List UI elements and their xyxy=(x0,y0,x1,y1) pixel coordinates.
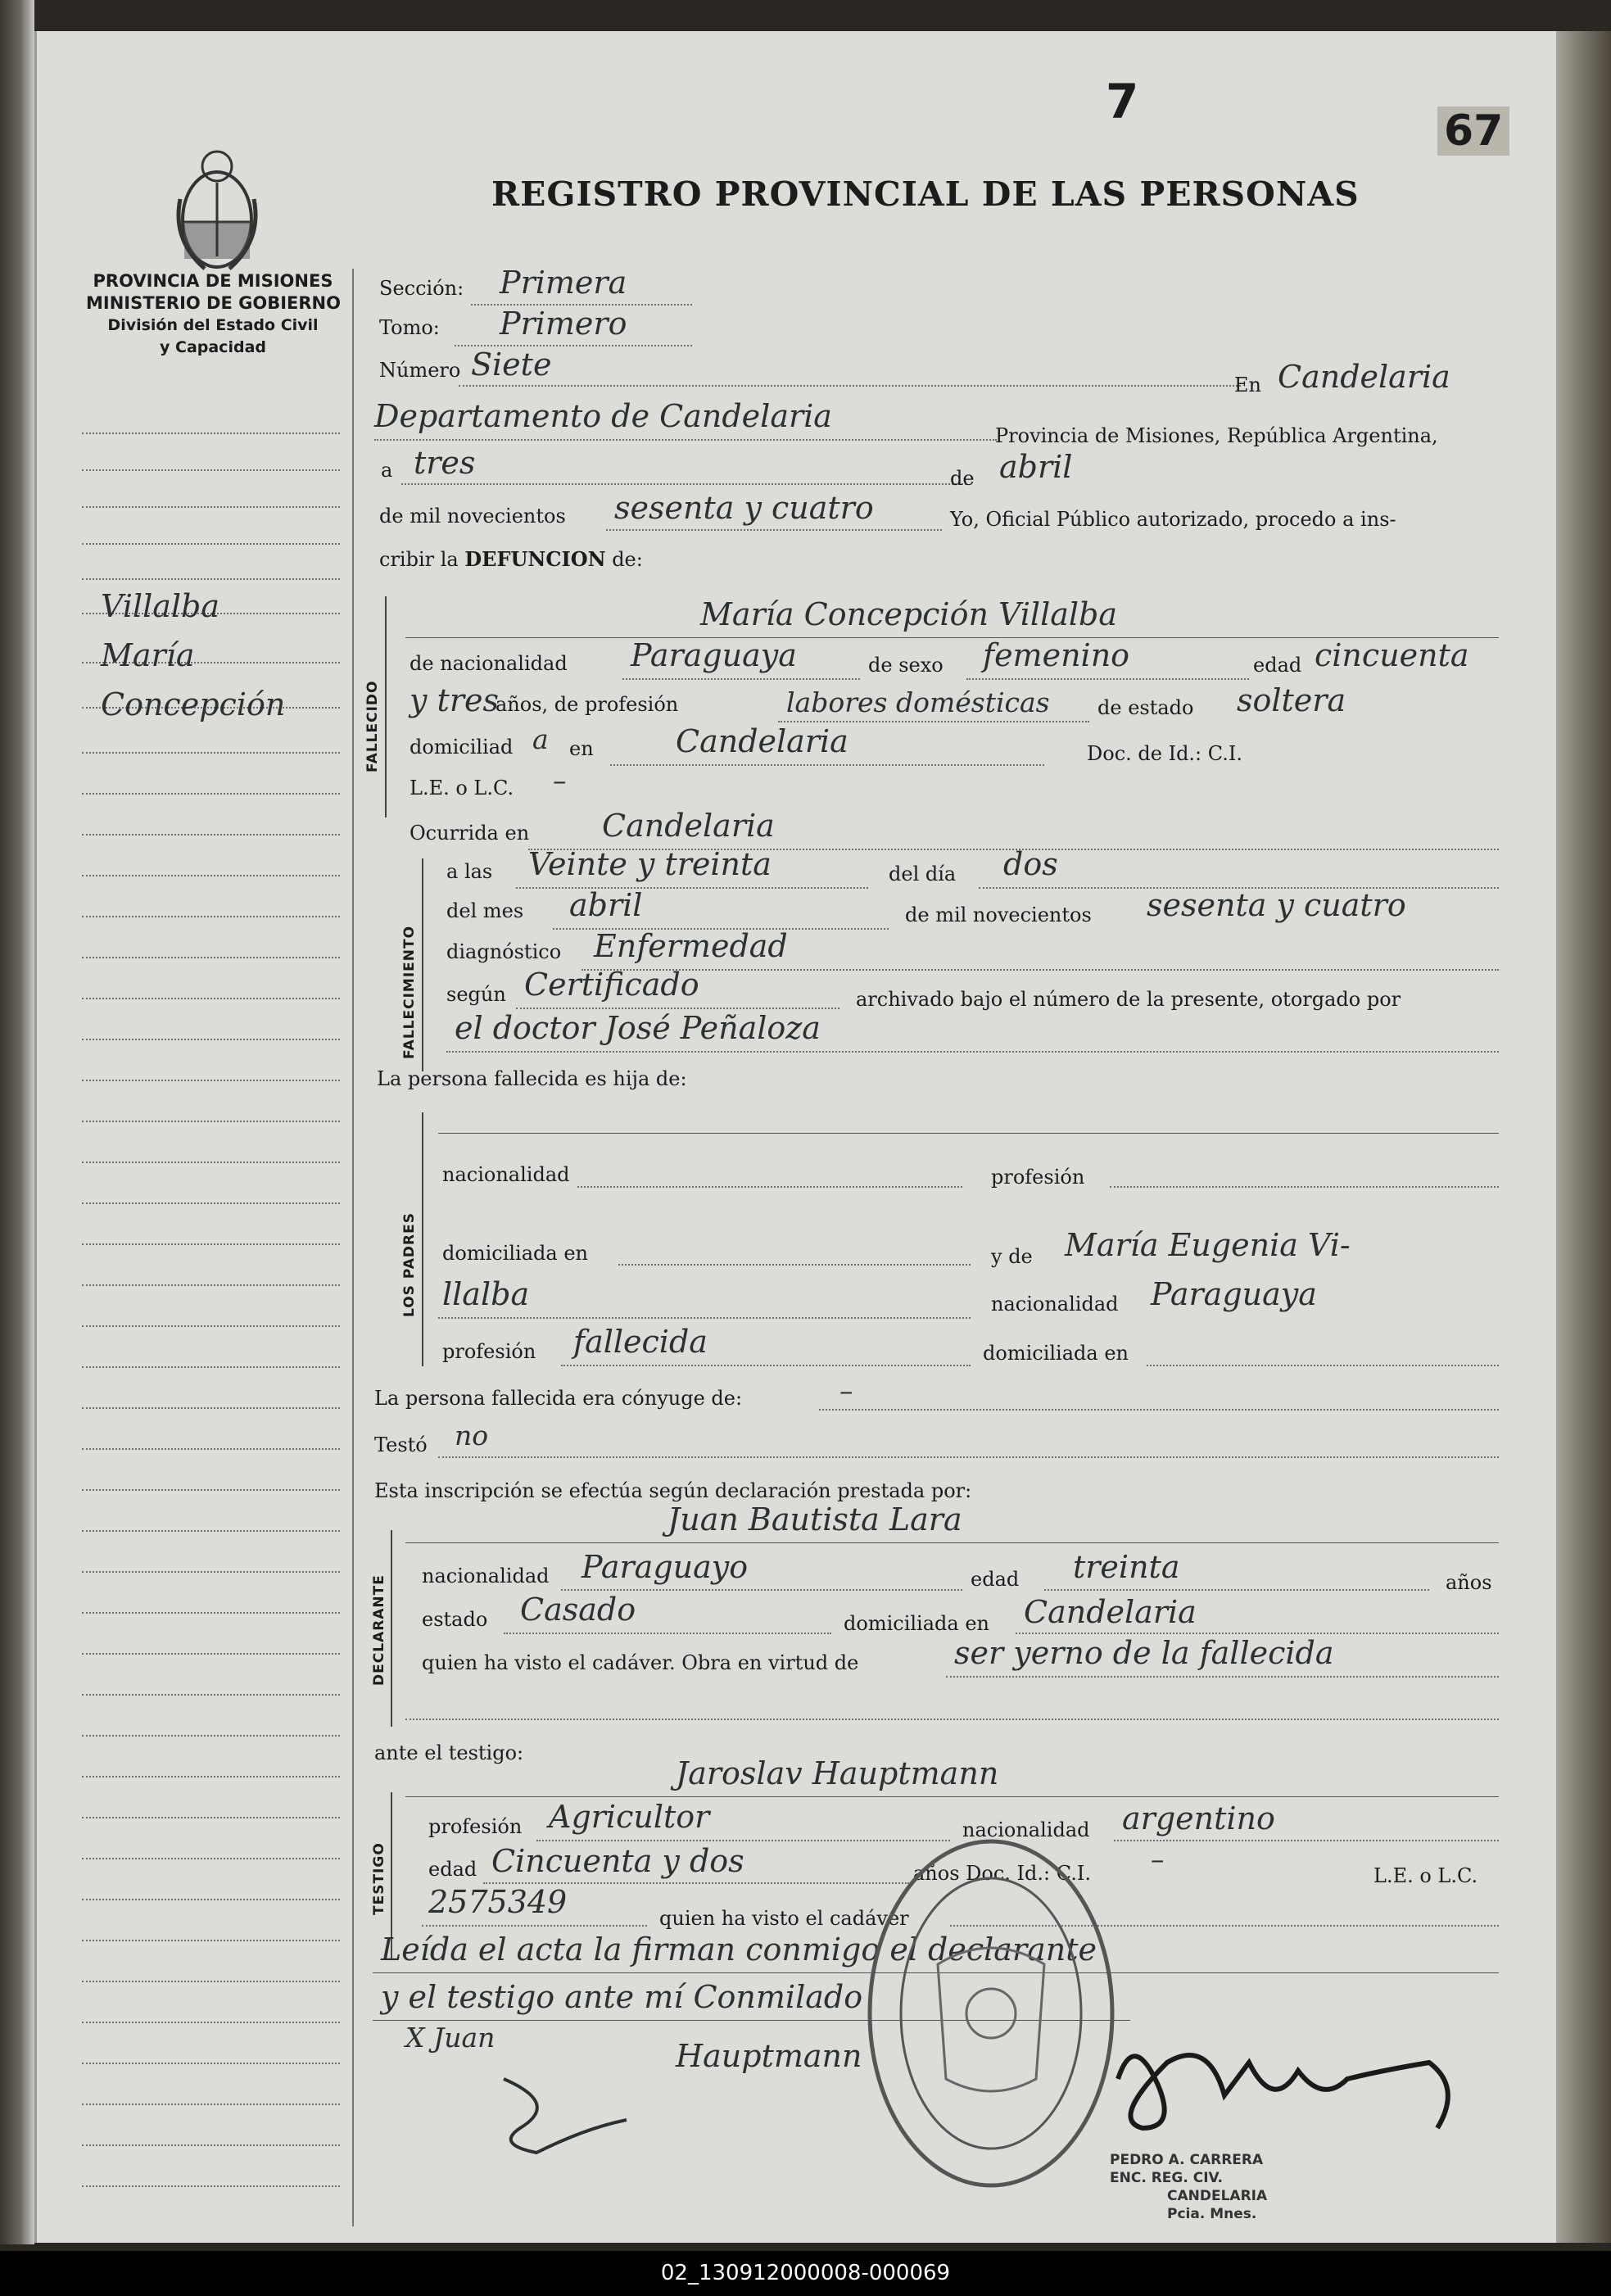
testigo-edad-value: Cincuenta y dos xyxy=(491,1843,744,1879)
declarante-nacionalidad-value: Paraguayo xyxy=(581,1549,749,1585)
nacionalidad-label: de nacionalidad xyxy=(410,652,568,675)
estado-label: de estado xyxy=(1097,696,1194,719)
declarante-edad-label: edad xyxy=(971,1568,1020,1591)
doctor-value: el doctor José Peñaloza xyxy=(455,1010,821,1046)
a-label: a xyxy=(381,459,393,482)
profesion-value: labores domésticas xyxy=(786,686,1050,718)
testigo-visto-label: quien ha visto el cadáver xyxy=(659,1907,909,1930)
hora-label: a las xyxy=(446,860,493,883)
estado-value: soltera xyxy=(1237,682,1346,718)
tomo-label: Tomo: xyxy=(379,316,440,339)
testigo-doc-label: años Doc. Id.: C.I. xyxy=(913,1862,1091,1885)
declarante-estado-value: Casado xyxy=(520,1592,636,1628)
edad-value: cincuenta xyxy=(1315,637,1469,673)
declarante-name-value: Juan Bautista Lara xyxy=(667,1501,962,1537)
domicilio-en-label: en xyxy=(569,737,594,760)
testigo-profesion-label: profesión xyxy=(428,1815,523,1838)
domicilio-label: domiciliad xyxy=(410,736,514,759)
archivado-label: archivado bajo el número de la presente, otorgado por xyxy=(856,988,1401,1011)
section-fallecimiento: FALLECIMIENTO xyxy=(401,925,418,1059)
declarante-domicilio-value: Candelaria xyxy=(1024,1594,1197,1630)
oficial-text: Yo, Oficial Público autorizado, procedo a ins- xyxy=(950,508,1396,531)
margin-note-surname: Villalba xyxy=(101,588,220,624)
declarante-edad-value: treinta xyxy=(1073,1549,1180,1585)
testigo-profesion-value: Agricultor xyxy=(549,1799,710,1835)
demil2-label: de mil novecientos xyxy=(905,903,1092,926)
anio-value: sesenta y cuatro xyxy=(614,490,874,526)
domicilio-value: Candelaria xyxy=(676,723,848,759)
testigo-intro-label: ante el testigo: xyxy=(374,1741,524,1764)
dia-label: del día xyxy=(889,863,957,885)
testigo-signature: Hauptmann xyxy=(676,2038,862,2074)
hora-value: Veinte y treinta xyxy=(528,846,772,882)
declarante-nacionalidad-label: nacionalidad xyxy=(422,1565,550,1587)
departamento-value: Departamento de Candelaria xyxy=(374,398,832,434)
madre-profesion-value: fallecida xyxy=(573,1324,708,1360)
margin-note-given1: María xyxy=(101,637,195,673)
declarante-obra-value: ser yerno de la fallecida xyxy=(954,1635,1334,1671)
stamped-page-number: 67 xyxy=(1437,106,1509,156)
en-label: En xyxy=(1234,374,1261,396)
padre-profesion-label: profesión xyxy=(991,1166,1085,1189)
ocurrida-value: Candelaria xyxy=(602,808,775,844)
domicilio-suffix: a xyxy=(532,723,549,755)
book-edge xyxy=(1554,31,1611,2243)
coat-of-arms-icon xyxy=(172,134,262,277)
section-declarante: DECLARANTE xyxy=(371,1574,387,1686)
tomo-value: Primero xyxy=(500,306,627,342)
madre-value-1: María Eugenia Vi- xyxy=(1065,1227,1351,1263)
diagnostico-value: Enfermedad xyxy=(594,928,788,964)
seccion-label: Sección: xyxy=(379,277,464,300)
numero-label: Número xyxy=(379,359,461,382)
de-mil-label: de mil novecientos xyxy=(379,505,566,528)
image-id-caption: 02_130912000008-000069 xyxy=(0,2251,1611,2296)
testigo-nacionalidad-label: nacionalidad xyxy=(962,1818,1090,1841)
cribir-line: cribir la DEFUNCION de: xyxy=(379,547,643,571)
en-value: Candelaria xyxy=(1278,359,1450,395)
sexo-value: femenino xyxy=(983,637,1130,673)
section-padres: LOS PADRES xyxy=(401,1212,418,1317)
nacionalidad-value: Paraguaya xyxy=(631,637,797,673)
section-fallecido: FALLECIDO xyxy=(364,680,381,772)
madre-domicilio-label: domiciliada en xyxy=(983,1342,1129,1365)
padre-domicilio-label: domiciliada en xyxy=(442,1242,588,1265)
binding-spine xyxy=(0,0,34,2244)
de-label: de xyxy=(950,467,975,490)
segun-label: según xyxy=(446,983,506,1006)
madre-nacionalidad-value: Paraguaya xyxy=(1151,1276,1317,1312)
closing-note-line1: Leída el acta la firman conmigo el declarante xyxy=(381,1931,1097,1968)
edad-label: edad xyxy=(1253,654,1302,677)
page-title: REGISTRO PROVINCIAL DE LAS PERSONAS xyxy=(491,174,1360,214)
madre-nacionalidad-label: nacionalidad xyxy=(991,1293,1119,1316)
anio2-value: sesenta y cuatro xyxy=(1147,887,1406,923)
conyuge-value: – xyxy=(839,1374,853,1406)
declarante-signature: X Juan xyxy=(405,2022,496,2054)
margin-divider xyxy=(352,269,354,2226)
nombre-value: María Concepción Villalba xyxy=(700,596,1118,632)
declarante-visto-label: quien ha visto el cadáver. Obra en virtud de xyxy=(422,1651,859,1674)
madre-value-2: llalba xyxy=(442,1276,530,1312)
padre-nacionalidad-label: nacionalidad xyxy=(442,1163,570,1186)
seccion-value: Primera xyxy=(500,265,627,301)
official-seal-icon xyxy=(864,1833,1118,2194)
mes2-value: abril xyxy=(569,887,643,923)
le-label: L.E. o L.C. xyxy=(410,777,514,799)
document-page xyxy=(34,31,1556,2243)
ocurrida-label: Ocurrida en xyxy=(410,822,530,845)
dia2-value: dos xyxy=(1003,846,1058,882)
inscripcion-label: Esta inscripción se efectúa según declaración prestada por: xyxy=(374,1479,972,1502)
official-stamp: PEDRO A. CARRERA ENC. REG. CIV. CANDELARIA Pcia. Mnes. xyxy=(1110,2152,1268,2222)
section-testigo: TESTIGO xyxy=(371,1842,387,1915)
testo-label: Testó xyxy=(374,1433,428,1456)
folio-number: 7 xyxy=(1106,74,1139,129)
segun-value: Certificado xyxy=(524,967,699,1003)
sexo-label: de sexo xyxy=(868,654,944,677)
declarante-estado-label: estado xyxy=(422,1608,488,1631)
madre-profesion-label: profesión xyxy=(442,1340,536,1363)
numero-value: Siete xyxy=(471,346,552,383)
testigo-name-value: Jaroslav Hauptmann xyxy=(676,1755,999,1791)
testigo-edad-label: edad xyxy=(428,1858,477,1881)
edad2-value: y tres xyxy=(410,682,499,718)
testigo-ci-value: – xyxy=(1151,1843,1165,1875)
testigo-numero-value: 2575349 xyxy=(428,1884,568,1920)
profesion-label: años, de profesión xyxy=(496,693,679,716)
closing-note-line2: y el testigo ante mí Conmilado xyxy=(381,1979,863,2015)
hija-label: La persona fallecida es hija de: xyxy=(377,1067,687,1090)
testigo-le-label: L.E. o L.C. xyxy=(1373,1864,1478,1887)
declarante-domicilio-label: domiciliada en xyxy=(844,1612,989,1635)
doc-id-label: Doc. de Id.: C.I. xyxy=(1087,742,1243,765)
provincia-label: Provincia de Misiones, República Argentina, xyxy=(995,424,1438,447)
margin-note-given2: Concepción xyxy=(101,686,286,722)
testigo-nacionalidad-value: argentino xyxy=(1122,1800,1275,1836)
testo-value: no xyxy=(455,1420,489,1451)
dia-value: tres xyxy=(414,445,476,481)
le-value: – xyxy=(553,764,567,796)
madre-label: y de xyxy=(991,1245,1033,1268)
declarante-scribble-icon xyxy=(487,2054,651,2161)
diagnostico-label: diagnóstico xyxy=(446,940,562,963)
mes-label: del mes xyxy=(446,899,524,922)
mes-value: abril xyxy=(999,449,1073,485)
office-block: PROVINCIA DE MISIONES MINISTERIO DE GOBIERNO División del Estado Civil y Capacidad xyxy=(86,271,341,356)
declarante-anos-label: años xyxy=(1446,1571,1492,1594)
conyuge-label: La persona fallecida era cónyuge de: xyxy=(374,1387,743,1410)
